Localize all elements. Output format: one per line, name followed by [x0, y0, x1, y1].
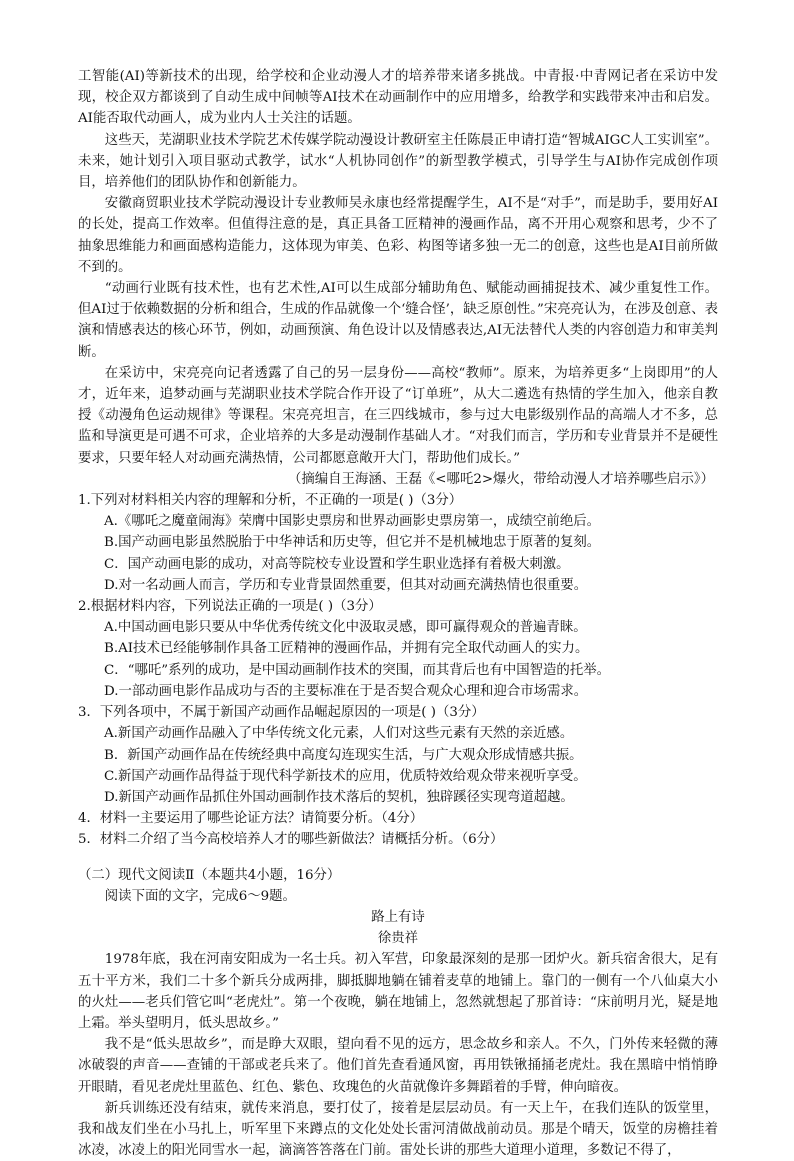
question-stem: 3．下列各项中，不属于新国产动画作品崛起原因的一项是( )（3分）: [78, 705, 485, 721]
question-option: A.中国动画电影只要从中华优秀传统文化中汲取灵感，即可赢得观众的普遍青睐。: [104, 620, 587, 636]
source-citation: （摘编自王海涵、王磊《<哪吒2>爆火，带给动漫人才培养哪些启示》）: [288, 471, 714, 487]
paragraph: 安徽商贸职业技术学院动漫设计专业教师吴永康也经常提醒学生，AI不是“对手”，而是助手，要用好AI的长处，提高工作效率。但值得注意的是，真正具备工匠精神的漫画作品，离不开用心观察和思考，少不了抽象思维能力和画面感构造能力，这体现为审美、色彩、构图等诸多独一无二的创意，这些也是AI目前所做不到的。: [78, 196, 718, 275]
question-option: C．国产动画电影的成功，对高等院校专业设置和学生职业选择有着极大刺激。: [104, 556, 570, 572]
questions: [78, 490, 718, 850]
question-stem: 5．材料二介绍了当今高校培养人才的哪些新做法？请概括分析。（6分）: [78, 832, 504, 848]
question-stem: 4．材料一主要运用了哪些论证方法？请简要分析。（4分）: [78, 811, 424, 827]
question-option: D.对一名动画人而言，学历和专业背景固然重要，但其对动画充满热情也很重要。: [104, 577, 588, 593]
question-option: A.新国产动画作品融入了中华传统文化元素，人们对这些元素有天然的亲近感。: [104, 726, 574, 742]
question-option: B.国产动画电影虽然脱胎于中华神话和历史等，但它并不是机械地忠于原著的复刻。: [104, 535, 601, 551]
paragraph: 工智能(AI)等新技术的出现，给学校和企业动漫人才的培养带来诸多挑战。中青报·中青网记者在采访中发现，校企双方都谈到了自动生成中间帧等AI技术在动画制作中的应用增多，给教学和实践带来冲击和启发。AI能否取代动画人，成为业内人士关注的话题。: [78, 69, 718, 127]
section-two: [78, 865, 718, 1161]
paragraph: 1978年底，我在河南安阳成为一名士兵。初入军营，印象最深刻的是那一团炉火。新兵宿舍很大，足有五十平方米，我们二十多个新兵分成两排，脚抵脚地躺在铺着麦草的地铺上。靠门的一侧有一个八仙桌大小的火灶——老兵们管它叫“老虎灶”。第一个夜晚，躺在地铺上，忽然就想起了那首诗：“床前明月光，疑是地上霜。举头望明月，低头思故乡。”: [78, 952, 718, 1031]
question-option: A.《哪吒之魔童闹海》荣膺中国影史票房和世界动画影史票房第一，成绩空前绝后。: [104, 514, 600, 530]
question-stem: 2.根据材料内容，下列说法正确的一项是( )（3分）: [78, 599, 382, 615]
question-option: C.新国产动画作品得益于现代科学新技术的应用，优质特效给观众带来视听享受。: [104, 768, 587, 784]
paragraph: “动画行业既有技术性，也有艺术性,AI可以生成部分辅助角色、赋能动画捕捉技术、减少重复性工作。但AI过于依赖数据的分析和组合，生成的作品就像一个‘缝合怪’，缺乏原创性。”宋亮亮认为，在涉及创意、表演和情感表达的核心环节，例如，动画预演、角色设计以及情感表达,AI无法替代人类的内容创造力和审美判断。: [78, 281, 718, 360]
section-instruction: 阅读下面的文字，完成6～9题。: [104, 888, 296, 904]
question-option: C．“哪吒”系列的成功，是中国动画制作技术的突围，而其背后也有中国智造的托举。: [104, 662, 610, 678]
section-heading: （二）现代文阅读Ⅱ（本题共4小题，16分）: [78, 867, 341, 883]
question-option: D.新国产动画作品抓住外国动画制作技术落后的契机，独辟蹊径实现弯道超越。: [104, 789, 574, 805]
question-option: D.一部动画电影作品成功与否的主要标准在于是否契合观众心理和迎合市场需求。: [104, 683, 588, 699]
paragraph: 这些天，芜湖职业技术学院艺术传媒学院动漫设计教研室主任陈晨正申请打造“智城AIGC人工实训室”。未来，她计划引入项目驱动式教学，试水“人机协同创作”的新型教学模式，引导学生与AI协作完成创作项目，培养他们的团队协作和创新能力。: [78, 132, 718, 191]
article-author: 徐贵祥: [377, 931, 419, 947]
question-option: B.AI技术已经能够制作具备工匠精神的漫画作品，并拥有完全取代动画人的实力。: [104, 641, 589, 657]
question-stem: 1.下列对材料相关内容的理解和分析，不正确的一项是( )（3分）: [78, 493, 463, 509]
paragraph: 新兵训练还没有结束，就传来消息，要打仗了，接着是层层动员。有一天上午，在我们连队的饭堂里，我和战友们坐在小马扎上，听军里下来蹲点的文化处处长雷河清做战前动员。那是个晴天，饭堂的房檐挂着冰凌，冰凌上的阳光同雪水一起，滴滴答答落在门前。雷处长讲的那些大道理小道理，多数记不得了，: [78, 1100, 718, 1159]
paragraph: 在采访中，宋亮亮向记者透露了自己的另一层身份——高校“教师”。原来，为培养更多“上岗即用”的人才，近年来，追梦动画与芜湖职业技术学院合作开设了“订单班”，从大二遴选有热情的学生加入，他亲自教授《动漫角色运动规律》等课程。宋亮亮坦言，在三四线城市，参与过大电影级别作品的高端人才不多，总监和导演更是可遇不可求，企业培养的大多是动漫制作基础人才。“对我们而言，学历和专业背景并不是硬性要求，只要年轻人对动画充满热情，公司都愿意敞开大门，帮助他们成长。”: [78, 365, 718, 466]
question-option: B．新国产动画作品在传统经典中高度勾连现实生活，与广大观众形成情感共振。: [104, 747, 583, 763]
material-paragraphs: [78, 66, 718, 469]
article-title: 路上有诗: [371, 909, 425, 925]
paragraph: 我不是“低头思故乡”，而是睁大双眼，望向看不见的远方，思念故乡和亲人。不久，门外传来轻微的薄冰破裂的声音——查铺的干部或老兵来了。他们首先查看通风窗，再用铁锹捅捅老虎灶。我在黑暗中悄悄睁开眼睛，看见老虎灶里蓝色、红色、紫色、玫瑰色的火苗就像许多舞蹈着的手臂，伸向暗夜。: [78, 1037, 718, 1095]
document-page: [78, 66, 718, 1161]
